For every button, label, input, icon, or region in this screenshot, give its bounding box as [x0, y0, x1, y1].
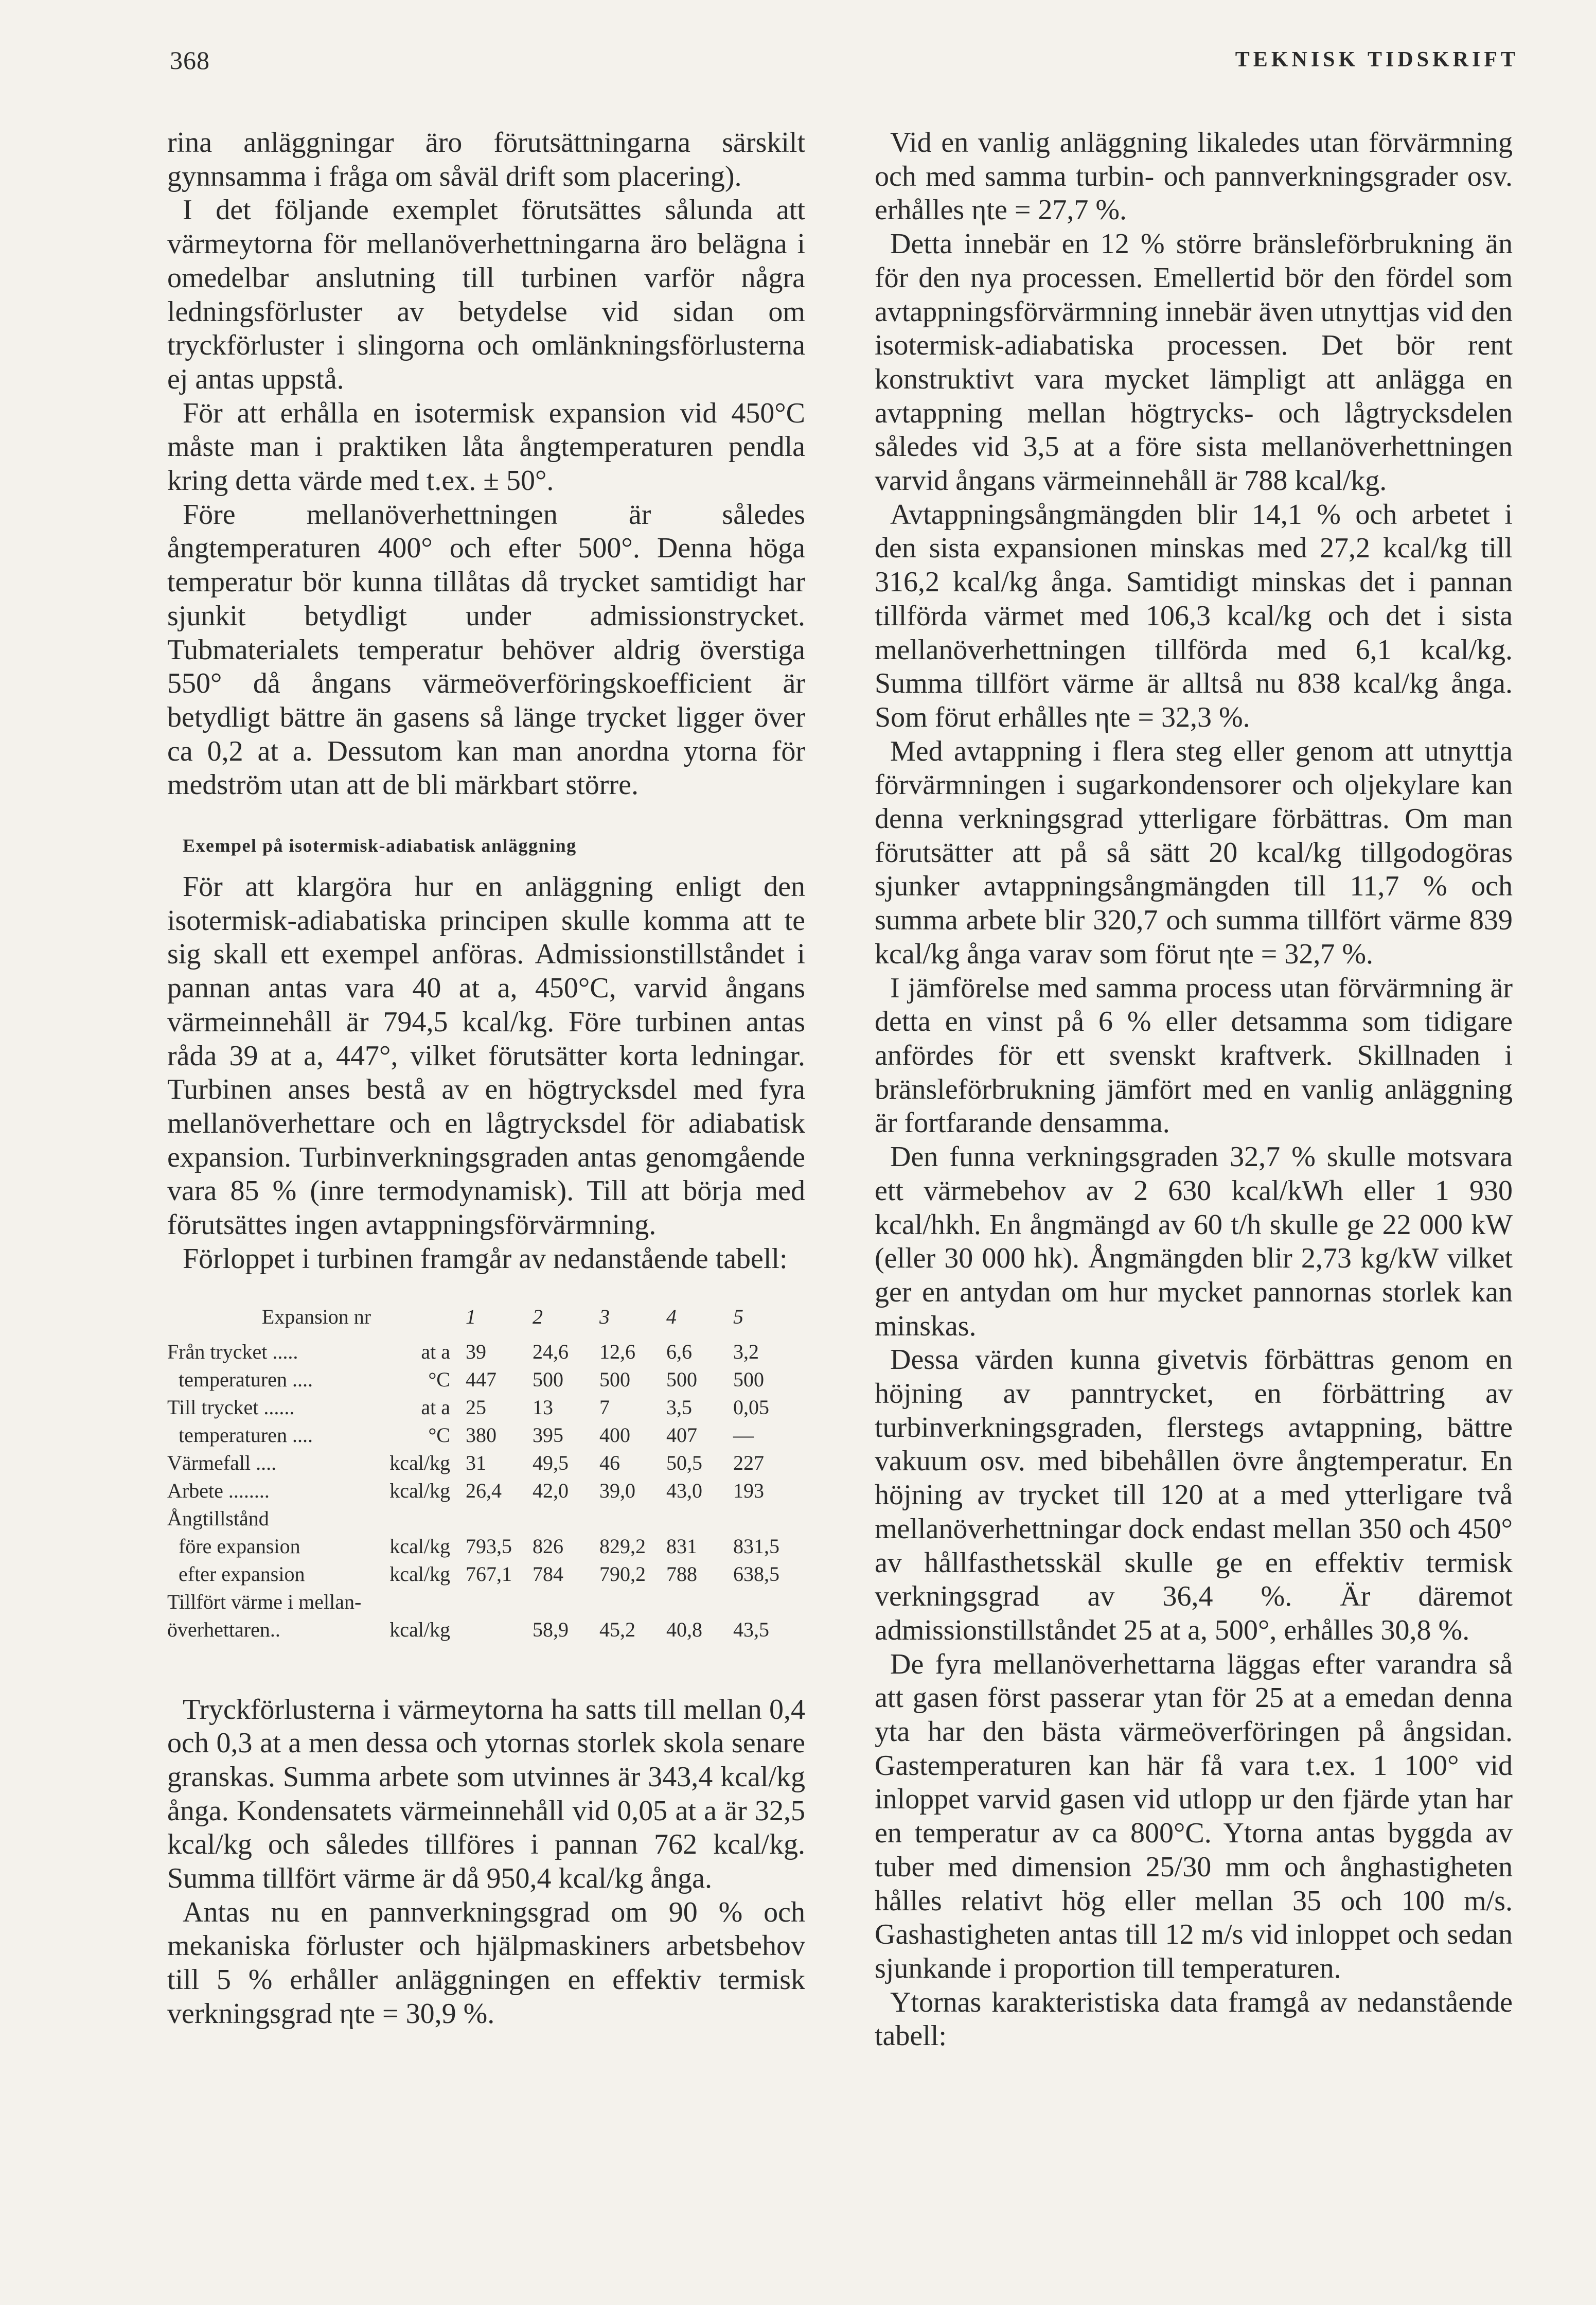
table-row	[167, 1421, 800, 1449]
paragraph: Före mellanöverhettningen är således ångtemperaturen 400° och efter 500°. Denna höga temperatur bör kunna tillåtas då trycket samtidigt har sjunkit betydligt under admissionstrycket. Tubmaterialets temperatur behöver aldrig överstiga 550° då ångans värmeöverföringskoefficient är betydligt bättre än gasens så länge trycket ligger över ca 0,2 at a. Dessutom kan man anordna ytorna för medström utan att de bli märkbart större.	[167, 498, 805, 801]
table-header-cell: Expansion nr	[261, 1305, 371, 1328]
table-cell: 784	[533, 1562, 563, 1586]
paragraph: Antas nu en pannverkningsgrad om 90 % och mekaniska förluster och hjälpmaskiners arbetsbehov till 5 % erhåller anläggningen en effektiv termisk verkningsgrad ηte = 30,9 %.	[167, 1896, 805, 2030]
table-cell	[733, 1588, 800, 1616]
left-column	[167, 126, 805, 2031]
table-row	[167, 1366, 800, 1394]
row-unit: kcal/kg	[389, 1562, 450, 1586]
table-cell: 45,2	[599, 1617, 635, 1641]
row-unit: at a	[421, 1340, 450, 1363]
paragraph: För att klargöra hur en anläggning enligt den isotermisk-adiabatiska principen skulle komma att te sig skall ett exempel anföras. Admissionstillståndet i pannan antas vara 40 at a, 450°C, varvid ångans värmeinnehåll är 794,5 kcal/kg. Före turbinen antas råda 39 at a, 447°, vilket förutsätter korta ledningar. Turbinen anses bestå av en högtrycksdel med fyra mellanöverhettare och en lågtrycksdel för adiabatisk expansion. Turbinverkningsgraden antas genomgående vara 85 % (inre termodynamisk). Till att börja med förutsättes ingen avtappningsförvärmning.	[167, 871, 805, 1241]
table-row	[167, 1338, 800, 1366]
table-row	[167, 1505, 800, 1533]
journal-title: TEKNISK TIDSKRIFT	[1235, 48, 1519, 72]
table-cell: 31	[466, 1451, 486, 1474]
row-unit: °C	[428, 1367, 450, 1391]
table-header-cell: 1	[466, 1305, 476, 1328]
table-cell: 24,6	[533, 1340, 569, 1363]
row-label: temperaturen ....	[179, 1423, 313, 1447]
row-unit: °C	[428, 1423, 450, 1447]
paragraph: Avtappningsångmängden blir 14,1 % och arbetet i den sista expansionen minskas med 27,2 kcal/kg till 316,2 kcal/kg ånga. Samtidigt minskas det i pannan tillförda värmet med 106,3 kcal/kg och det i sista mellanöverhettningen tillförda med 6,1 kcal/kg. Summa tillfört värme är alltså nu 838 kcal/kg ånga. Som förut erhålles ηte = 32,3 %.	[875, 498, 1513, 733]
table-cell: 831,5	[733, 1534, 779, 1558]
paragraph: I jämförelse med samma process utan förvärmning är detta en vinst på 6 % eller detsamma som tidigare anfördes för ett svenskt kraftverk. Skillnaden i bränsleförbrukning jämfört med en vanlig anläggning är fortfarande densamma.	[875, 972, 1513, 1139]
table-cell: 826	[533, 1534, 563, 1558]
paragraph: Dessa värden kunna givetvis förbättras genom en höjning av panntrycket, en förbättring av turbinverkningsgraden, flerstegs avtappning, bättre vakuum osv. med bibehållen övre ångtemperatur. En höjning av trycket till 120 at a med ytterligare två mellanöverhettningar dock endast mellan 350 och 450° av hållfasthetsskäl skulle ge en effektiv termisk verkningsgrad av 36,4 %. Är däremot admissionstillståndet 25 at a, 500°, erhålles 30,8 %.	[875, 1344, 1513, 1646]
table-cell: 42,0	[533, 1479, 569, 1502]
paragraph: rina anläggningar äro förutsättningarna särskilt gynnsamma i fråga om såväl drift som placering).	[167, 127, 805, 192]
row-unit: kcal/kg	[389, 1451, 450, 1474]
table-cell	[666, 1505, 733, 1533]
table-cell	[466, 1588, 533, 1616]
table-cell: 447	[466, 1367, 496, 1391]
table-cell: 12,6	[599, 1340, 635, 1363]
paragraph: Förloppet i turbinen framgår av nedanstående tabell:	[183, 1242, 788, 1275]
row-unit: kcal/kg	[389, 1479, 450, 1502]
table-cell: 49,5	[533, 1451, 569, 1474]
table-cell: 26,4	[466, 1479, 502, 1502]
table-cell: 43,5	[733, 1617, 769, 1641]
table-cell: 793,5	[466, 1534, 512, 1558]
table-cell: 638,5	[733, 1562, 779, 1586]
paragraph: Detta innebär en 12 % större bränsleförbrukning än för den nya processen. Emellertid bör den fördel som avtappningsförvärmning innebär även utnyttjas vid den isotermisk-adiabatiska processen. Det bör rent konstruktivt vara mycket lämpligt att anlägga en avtappning mellan högtrycks- och lågtrycksdelen således vid 3,5 at a före sista mellanöverhettningen varvid ångans värmeinnehåll är 788 kcal/kg.	[875, 228, 1513, 497]
row-label: Från trycket .....	[167, 1340, 298, 1363]
table-cell: 500	[733, 1367, 764, 1391]
expansion-table-container	[167, 1303, 805, 1644]
table-row	[167, 1394, 800, 1421]
table-header-cell: 4	[666, 1305, 677, 1328]
table-cell: 227	[733, 1451, 764, 1474]
expansion-table	[167, 1303, 800, 1644]
table-cell: 500	[666, 1367, 697, 1391]
table-row	[167, 1533, 800, 1560]
table-cell: 831	[666, 1534, 697, 1558]
table-cell: 395	[533, 1423, 563, 1447]
table-row	[167, 1477, 800, 1505]
paragraph: Tryckförlusterna i värmeytorna ha satts till mellan 0,4 och 0,3 at a men dessa och ytornas storlek skola senare granskas. Summa arbete som utvinnes är 343,4 kcal/kg ånga. Kondensatets värmeinnehåll vid 0,05 at a är 32,5 kcal/kg och således tillföres i pannan 762 kcal/kg. Summa tillfört värme är då 950,4 kcal/kg ånga.	[167, 1693, 805, 1895]
table-cell: 13	[533, 1395, 553, 1419]
table-cell: 380	[466, 1423, 496, 1447]
table-cell: 407	[666, 1423, 697, 1447]
table-cell: 500	[599, 1367, 630, 1391]
table-cell: 40,8	[666, 1617, 702, 1641]
page-header	[170, 45, 1519, 81]
paragraph: Vid en vanlig anläggning likaledes utan förvärmning och med samma turbin- och pannverkningsgrader osv. erhålles ηte = 27,7 %.	[875, 127, 1513, 226]
table-row	[167, 1449, 800, 1477]
row-label: temperaturen ....	[179, 1367, 313, 1391]
table-cell: 6,6	[666, 1340, 692, 1363]
row-unit: at a	[421, 1395, 450, 1419]
row-label: Tillfört värme i mellan-	[167, 1590, 362, 1613]
table-cell	[533, 1588, 599, 1616]
table-cell: 3,5	[666, 1395, 692, 1419]
table-cell: 400	[599, 1423, 630, 1447]
table-cell: 0,05	[733, 1395, 769, 1419]
table-cell	[599, 1505, 666, 1533]
right-column	[875, 126, 1513, 2053]
table-cell: 7	[599, 1395, 610, 1419]
row-label: Värmefall ....	[167, 1451, 277, 1474]
page-number: 368	[170, 46, 210, 75]
table-cell: 790,2	[599, 1562, 646, 1586]
table-cell: 39	[466, 1340, 486, 1363]
table-cell: 43,0	[666, 1479, 702, 1502]
row-unit	[383, 1588, 466, 1616]
row-unit: kcal/kg	[389, 1617, 450, 1641]
table-cell: 767,1	[466, 1562, 512, 1586]
table-cell	[666, 1588, 733, 1616]
row-label: överhettaren..	[167, 1617, 280, 1641]
table-cell	[599, 1588, 666, 1616]
table-header-cell: 2	[533, 1305, 543, 1328]
table-cell	[466, 1616, 533, 1644]
row-label: Ångtillstånd	[167, 1506, 269, 1530]
table-cell: 39,0	[599, 1479, 635, 1502]
row-unit: kcal/kg	[389, 1534, 450, 1558]
paragraph: I det följande exemplet förutsättes sålunda att värmeytorna för mellanöverhettningarna äro belägna i omedelbar anslutning till turbinen varför några ledningsförluster av betydelse vid sidan om tryckförluster i slingorna och omlänkningsförlusterna ej antas uppstå.	[167, 194, 805, 395]
table-cell	[466, 1505, 533, 1533]
table-cell: 193	[733, 1479, 764, 1502]
table-header-row	[167, 1303, 800, 1338]
table-header-cell: 3	[599, 1305, 610, 1328]
section-heading: Exempel på isotermisk-adiabatisk anläggning	[183, 835, 577, 856]
table-cell: 500	[533, 1367, 563, 1391]
row-unit	[383, 1505, 466, 1533]
paragraph: För att erhålla en isotermisk expansion vid 450°C måste man i praktiken låta ångtemperaturen pendla kring detta värde med t.ex. ± 50°.	[167, 397, 805, 497]
row-label: före expansion	[179, 1534, 300, 1558]
paragraph: Den funna verkningsgraden 32,7 % skulle motsvara ett värmebehov av 2 630 kcal/kWh eller 1 930 kcal/hkh. En ångmängd av 60 t/h skulle ge 22 000 kW (eller 30 000 hk). Ångmängden blir 2,73 kg/kW vilket ger en antydan om hur mycket pannornas storlek kan minskas.	[875, 1141, 1513, 1342]
table-row	[167, 1588, 800, 1616]
table-cell: 829,2	[599, 1534, 646, 1558]
table-row	[167, 1560, 800, 1588]
row-label: Arbete ........	[167, 1479, 270, 1502]
paragraph: De fyra mellanöverhettarna läggas efter varandra så att gasen först passerar ytan för 25 at a emedan denna yta har den bästa värmeöverföringen på ångsidan. Gastemperaturen kan här få vara t.ex. 1 100° vid inloppet varvid gasen vid utlopp ur den fjärde ytan har en temperatur av ca 800°C. Ytorna antas byggda av tuber med dimension 25/30 mm och ånghastigheten hålles relativt hög eller mellan 35 och 100 m/s. Gashastigheten antas till 12 m/s vid inloppet och sedan sjunkande i proportion till temperaturen.	[875, 1648, 1513, 1984]
table-cell	[533, 1505, 599, 1533]
table-cell: —	[733, 1423, 754, 1447]
row-label: Till trycket ......	[167, 1395, 295, 1419]
table-cell	[733, 1505, 800, 1533]
table-row	[167, 1616, 800, 1644]
table-cell: 25	[466, 1395, 486, 1419]
table-body	[167, 1338, 800, 1644]
paragraph: Ytornas karakteristiska data framgå av nedanstående tabell:	[875, 1986, 1513, 2052]
table-cell: 50,5	[666, 1451, 702, 1474]
table-cell: 3,2	[733, 1340, 759, 1363]
table-cell: 58,9	[533, 1617, 569, 1641]
table-cell: 46	[599, 1451, 620, 1474]
table-header-cell: 5	[733, 1305, 743, 1328]
row-label: efter expansion	[179, 1562, 305, 1586]
paragraph: Med avtappning i flera steg eller genom att utnyttja förvärmningen i sugarkondensorer och oljekylare kan denna verkningsgrad ytterligare förbättras. Om man förutsätter att på så sätt 20 kcal/kg tillgodogöras sjunker avtappningsångmängden till 11,7 % och summa arbete blir 320,7 och summa tillfört värme 839 kcal/kg ånga varav som förut ηte = 32,7 %.	[875, 735, 1513, 970]
table-cell: 788	[666, 1562, 697, 1586]
